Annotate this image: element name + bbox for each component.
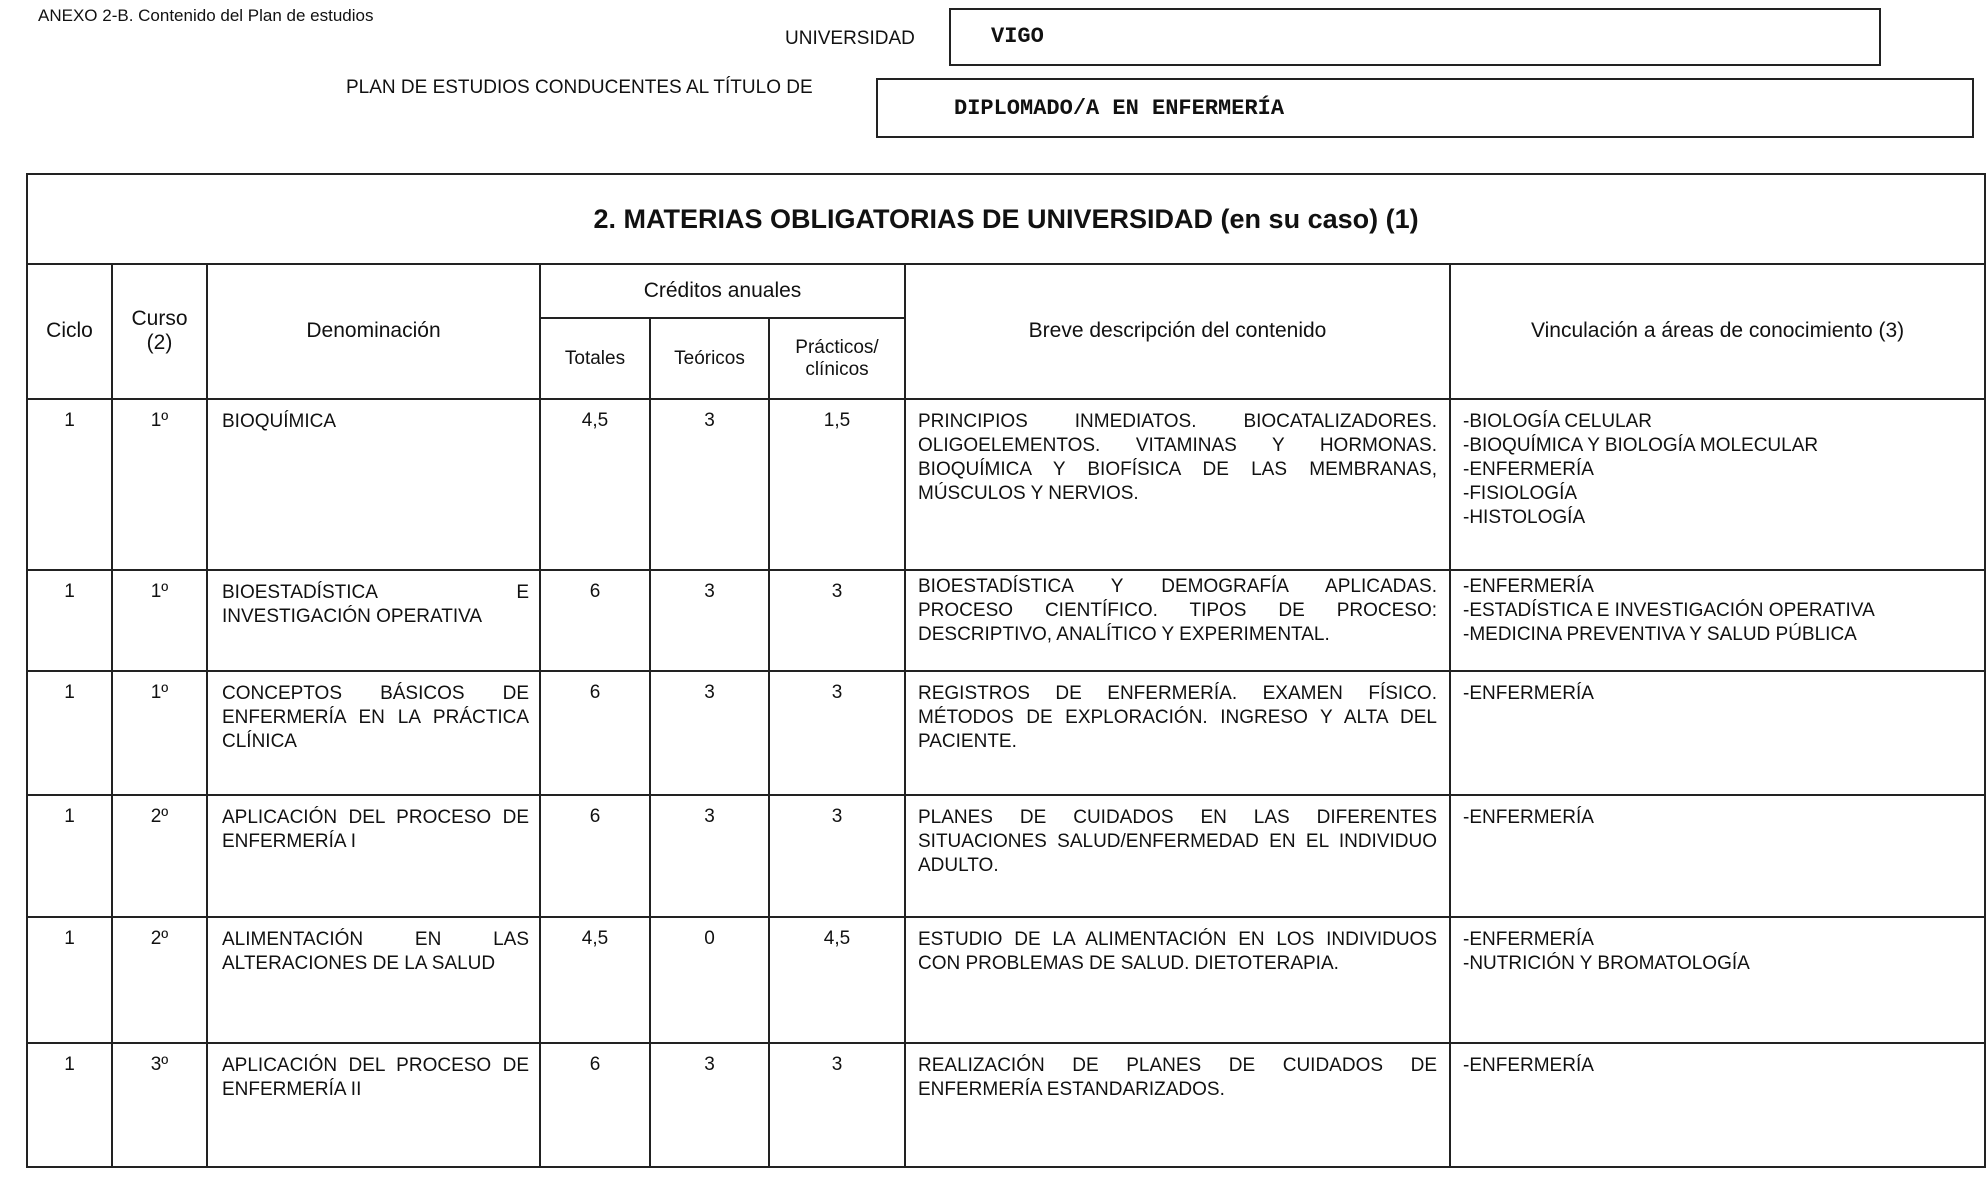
- table-row: [27, 671, 1985, 794]
- cell-areas: [1450, 399, 1985, 571]
- cell-denominacion: CONCEPTOS BÁSICOS DE ENFERMERÍA EN LA PRÁCTICA CLÍNICA: [207, 671, 540, 794]
- university-field: [949, 8, 1881, 66]
- cell-curso: 2º: [112, 917, 207, 1042]
- degree-label: PLAN DE ESTUDIOS CONDUCENTES AL TÍTULO DE: [346, 77, 813, 98]
- cell-curso: 2º: [112, 795, 207, 917]
- cell-descripcion: BIOESTADÍSTICA Y DEMOGRAFÍA APLICADAS. PROCESO CIENTÍFICO. TIPOS DE PROCESO: DESCRIPTIVO, ANALÍTICO Y EXPERIMENTAL.: [905, 570, 1450, 671]
- cell-areas: [1450, 671, 1985, 794]
- university-label: UNIVERSIDAD: [785, 28, 915, 49]
- area-item: -BIOQUÍMICA Y BIOLOGÍA MOLECULAR: [1463, 434, 1819, 456]
- area-item: -FISIOLOGÍA: [1463, 482, 1578, 504]
- cell-denominacion: BIOESTADÍSTICA E INVESTIGACIÓN OPERATIVA: [207, 570, 540, 671]
- header-practicos-line2: clínicos: [805, 358, 869, 380]
- cell-teoricos: 0: [650, 917, 769, 1042]
- cell-denominacion: APLICACIÓN DEL PROCESO DE ENFERMERÍA I: [207, 795, 540, 917]
- area-item: -HISTOLOGÍA: [1463, 506, 1586, 528]
- cell-areas: [1450, 1043, 1985, 1167]
- cell-descripcion: PLANES DE CUIDADOS EN LAS DIFERENTES SITUACIONES SALUD/ENFERMEDAD EN EL INDIVIDUO ADULTO.: [905, 795, 1450, 917]
- cell-practicos: 3: [769, 795, 905, 917]
- cell-ciclo: 1: [27, 795, 112, 917]
- cell-totales: 6: [540, 1043, 650, 1167]
- header-denominacion: Denominación: [207, 264, 540, 398]
- cell-ciclo: 1: [27, 1043, 112, 1167]
- cell-areas: [1450, 570, 1985, 671]
- cell-descripcion: REALIZACIÓN DE PLANES DE CUIDADOS DE ENFERMERÍA ESTANDARIZADOS.: [905, 1043, 1450, 1167]
- cell-curso: 1º: [112, 671, 207, 794]
- cell-curso: 1º: [112, 570, 207, 671]
- area-item: -ESTADÍSTICA E INVESTIGACIÓN OPERATIVA: [1463, 600, 1875, 622]
- cell-denominacion: APLICACIÓN DEL PROCESO DE ENFERMERÍA II: [207, 1043, 540, 1167]
- header-curso: [112, 264, 207, 398]
- area-item: -ENFERMERÍA: [1463, 929, 1594, 951]
- cell-totales: 6: [540, 570, 650, 671]
- area-item: -BIOLOGÍA CELULAR: [1463, 410, 1653, 432]
- header-totales: Totales: [540, 318, 650, 398]
- header-curso-line1: Curso: [131, 307, 188, 331]
- cell-denominacion: ALIMENTACIÓN EN LAS ALTERACIONES DE LA SALUD: [207, 917, 540, 1042]
- cell-teoricos: 3: [650, 399, 769, 571]
- university-value: VIGO: [991, 24, 1044, 49]
- cell-teoricos: 3: [650, 795, 769, 917]
- cell-teoricos: 3: [650, 671, 769, 794]
- table-row: [27, 399, 1985, 571]
- header-descripcion: Breve descripción del contenido: [905, 264, 1450, 398]
- cell-practicos: 4,5: [769, 917, 905, 1042]
- cell-teoricos: 3: [650, 1043, 769, 1167]
- header-ciclo: Ciclo: [27, 264, 112, 398]
- cell-descripcion: REGISTROS DE ENFERMERÍA. EXAMEN FÍSICO. MÉTODOS DE EXPLORACIÓN. INGRESO Y ALTA DEL PACIENTE.: [905, 671, 1450, 794]
- cell-teoricos: 3: [650, 570, 769, 671]
- area-item: -ENFERMERÍA: [1463, 576, 1594, 598]
- table-row: [27, 795, 1985, 917]
- cell-curso: 3º: [112, 1043, 207, 1167]
- cell-ciclo: 1: [27, 671, 112, 794]
- header-creditos: Créditos anuales: [540, 264, 905, 318]
- cell-totales: 4,5: [540, 399, 650, 571]
- header-curso-line2: (2): [146, 331, 173, 355]
- area-item: -MEDICINA PREVENTIVA Y SALUD PÚBLICA: [1463, 624, 1857, 646]
- cell-practicos: 1,5: [769, 399, 905, 571]
- table-row: [27, 917, 1985, 1042]
- area-item: -ENFERMERÍA: [1463, 806, 1594, 828]
- cell-totales: 6: [540, 795, 650, 917]
- annex-label: ANEXO 2-B. Contenido del Plan de estudios: [38, 6, 374, 25]
- cell-ciclo: 1: [27, 399, 112, 571]
- header-teoricos: Teóricos: [650, 318, 769, 398]
- degree-field: [876, 78, 1974, 138]
- cell-practicos: 3: [769, 1043, 905, 1167]
- degree-value: DIPLOMADO/A EN ENFERMERÍA: [954, 96, 1285, 121]
- subjects-table: [26, 173, 1986, 1168]
- area-item: -ENFERMERÍA: [1463, 458, 1594, 480]
- cell-curso: 1º: [112, 399, 207, 571]
- cell-ciclo: 1: [27, 917, 112, 1042]
- cell-descripcion: ESTUDIO DE LA ALIMENTACIÓN EN LOS INDIVIDUOS CON PROBLEMAS DE SALUD. DIETOTERAPIA.: [905, 917, 1450, 1042]
- cell-areas: [1450, 795, 1985, 917]
- area-item: -NUTRICIÓN Y BROMATOLOGÍA: [1463, 953, 1750, 975]
- cell-totales: 4,5: [540, 917, 650, 1042]
- header-vinculacion: Vinculación a áreas de conocimiento (3): [1450, 264, 1985, 398]
- cell-practicos: 3: [769, 671, 905, 794]
- table-title: 2. MATERIAS OBLIGATORIAS DE UNIVERSIDAD (en su caso) (1): [27, 174, 1985, 264]
- cell-descripcion: PRINCIPIOS INMEDIATOS. BIOCATALIZADORES. OLIGOELEMENTOS. VITAMINAS Y HORMONAS. BIOQUÍMICA Y BIOFÍSICA DE LAS MEMBRANAS, MÚSCULOS Y NERVIOS.: [905, 399, 1450, 571]
- header-practicos-line1: Prácticos/: [795, 336, 879, 358]
- table-row: [27, 1043, 1985, 1167]
- table-row: [27, 570, 1985, 671]
- cell-practicos: 3: [769, 570, 905, 671]
- cell-ciclo: 1: [27, 570, 112, 671]
- cell-denominacion: BIOQUÍMICA: [207, 399, 540, 571]
- cell-areas: [1450, 917, 1985, 1042]
- cell-totales: 6: [540, 671, 650, 794]
- area-item: -ENFERMERÍA: [1463, 683, 1594, 705]
- area-item: -ENFERMERÍA: [1463, 1054, 1594, 1076]
- header-practicos: [769, 318, 905, 398]
